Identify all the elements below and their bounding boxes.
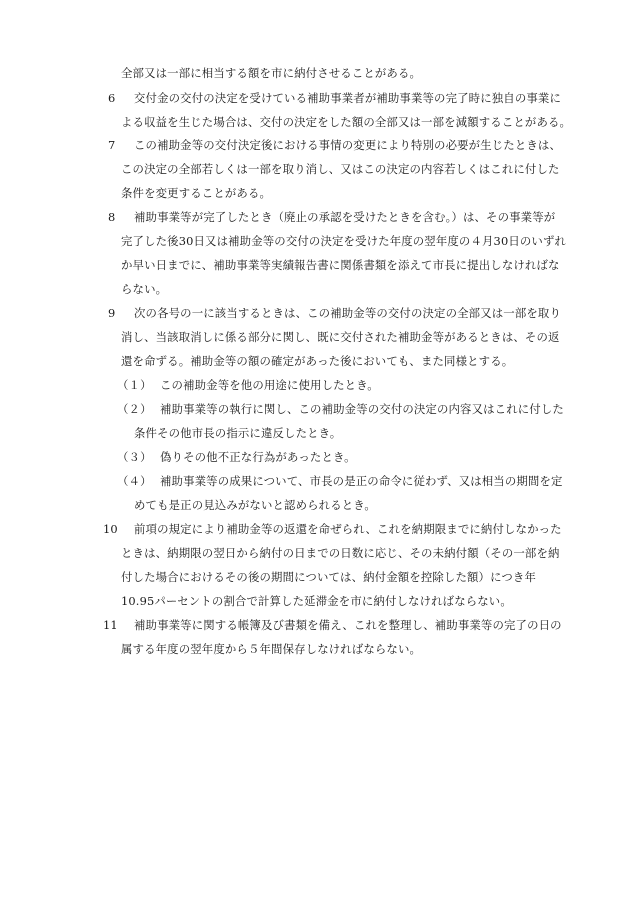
subitem-number: （４） <box>117 474 152 488</box>
line-text: 属する年度の翌年度から５年間保存しなければならない。 <box>121 642 422 656</box>
line-text: この補助金等の交付決定後における事情の変更により特別の必要が生じたときは、 <box>134 138 562 152</box>
line-text: 補助事業等の執行に関し、この補助金等の交付の決定の内容又はこれに付した <box>160 402 564 416</box>
subitem-number: （２） <box>117 402 152 416</box>
line-text: この決定の全部若しくは一部を取り消し、又はこの決定の内容若しくはこれに付した <box>121 162 560 176</box>
line-text: 完了した後30日又は補助金等の交付の決定を受けた年度の翌年度の４月30日のいずれ <box>121 234 567 248</box>
line-text: 補助事業等が完了したとき（廃止の承認を受けたときを含む。）は、その事業等が <box>134 210 556 224</box>
line-text: 還を命ずる。補助金等の額の確定があった後においても、また同様とする。 <box>121 354 514 368</box>
item-number: 9 <box>108 306 116 320</box>
line-text: 前項の規定により補助金等の返還を命ぜられ、これを納期限までに納付しなかった <box>134 522 562 536</box>
line-text: 偽りその他不正な行為があったとき。 <box>160 450 356 464</box>
line-text: 補助事業等の成果について、市長の是正の命令に従わず、又は相当の期間を定 <box>160 474 563 488</box>
line-text: か早い日までに、補助事業等実績報告書に関係書類を添えて市長に提出しなければな <box>121 258 560 272</box>
line-text: この補助金等を他の用途に使用したとき。 <box>160 378 379 392</box>
line-text: 補助事業等に関する帳簿及び書類を備え、これを整理し、補助事業等の完了の日の <box>134 618 562 632</box>
item-number: 7 <box>108 138 116 152</box>
item-number: 11 <box>103 618 118 632</box>
line-text: 次の各号の一に該当するときは、この補助金等の交付の決定の全部又は一部を取り <box>134 306 562 320</box>
subitem-number: （３） <box>117 450 152 464</box>
line-text: 交付金の交付の決定を受けている補助事業者が補助事業等の完了時に独自の事業に <box>134 91 562 105</box>
item-number: 6 <box>108 91 116 105</box>
item-number: 10 <box>103 522 118 536</box>
line-text: らない。 <box>121 282 168 296</box>
item-number: 8 <box>108 210 116 224</box>
line-text: めても是正の見込みがないと認められるとき。 <box>134 498 376 512</box>
line-text: よる収益を生じた場合は、交付の決定をした額の全部又は一部を減額することがある。 <box>121 115 572 129</box>
line-text: ときは、納期限の翌日から納付の日までの日数に応じ、その未納付額（その一部を納 <box>121 546 560 560</box>
line-text: 全部又は一部に相当する額を市に納付させることがある。 <box>121 66 422 80</box>
line-text: 条件を変更することがある。 <box>121 186 272 200</box>
line-text: 10.95パーセントの割合で計算した延滞金を市に納付しなければならない。 <box>121 594 512 608</box>
line-text: 条件その他市長の指示に違反したとき。 <box>134 426 342 440</box>
line-text: 付した場合におけるその後の期間については、納付金額を控除した額）につき年 <box>121 570 537 584</box>
line-text: 消し、当該取消しに係る部分に関し、既に交付された補助金等があるときは、その返 <box>121 330 560 344</box>
subitem-number: （１） <box>117 378 152 392</box>
